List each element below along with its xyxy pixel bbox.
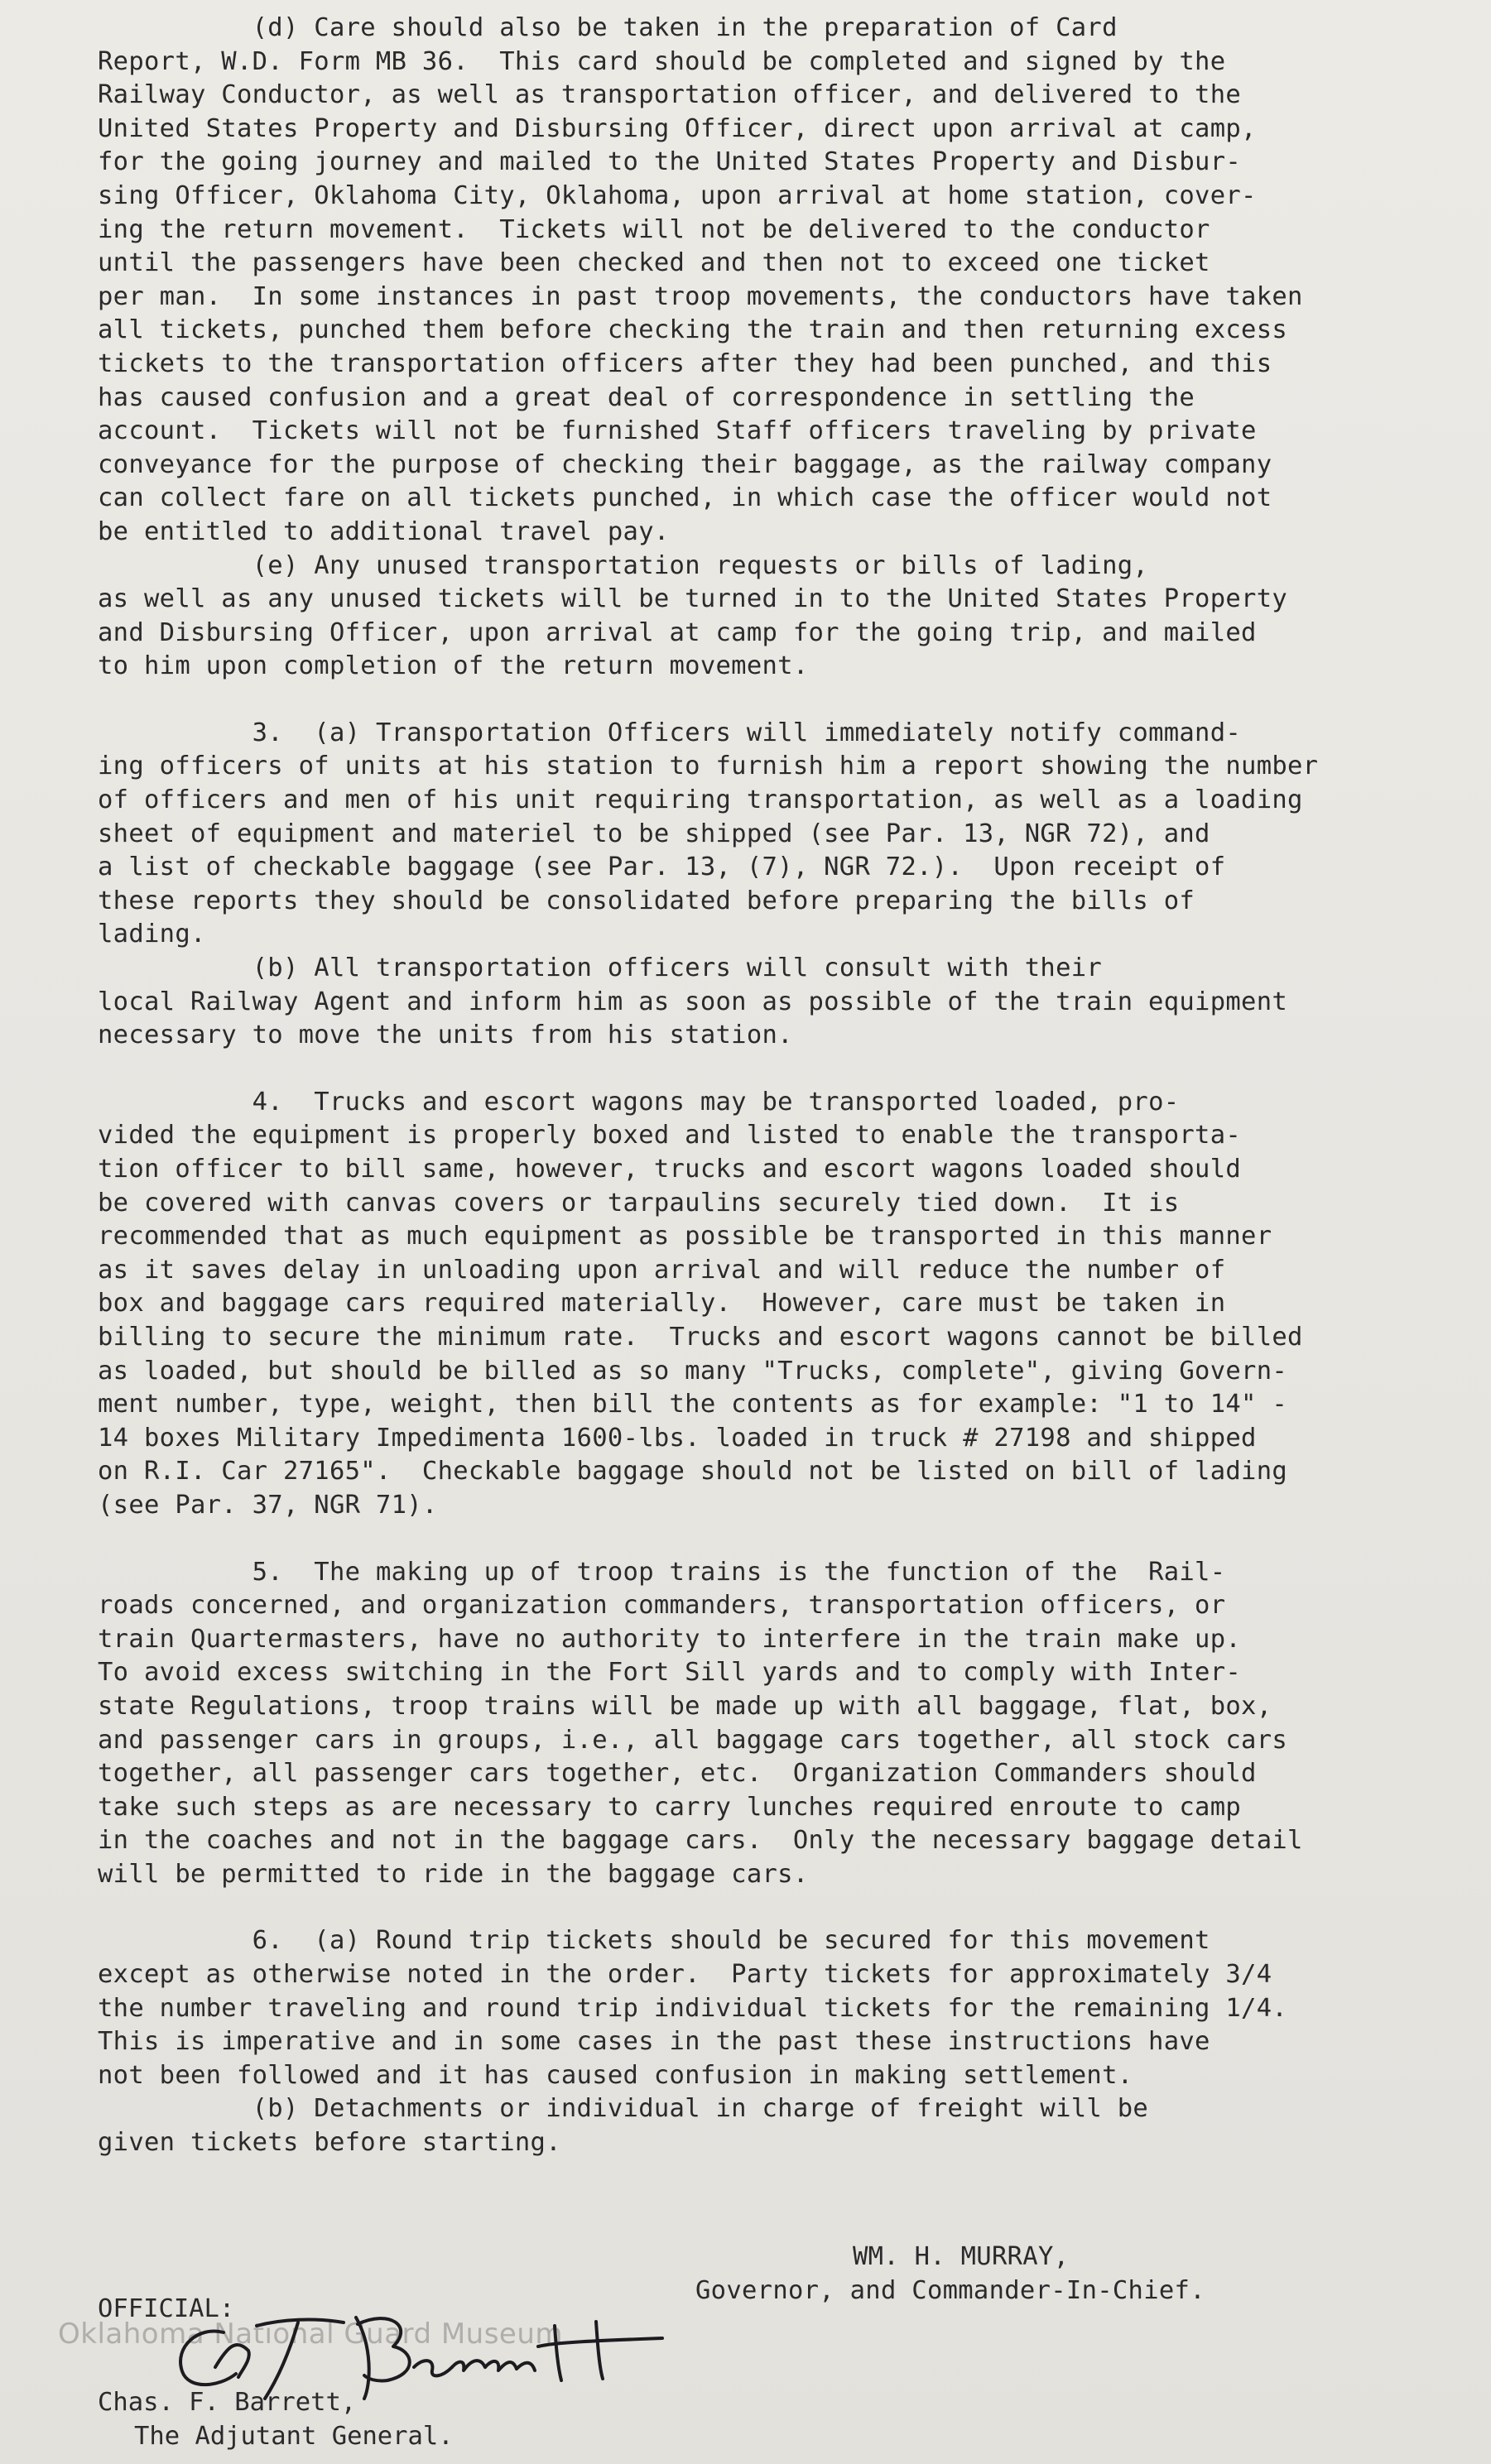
paragraph-3a: 3. (a) Transportation Officers will immediately notify command- ing officers of units at his station to furnish him a report showing the number of officers and men of his unit requiring transportation, as well as a loading sheet of equipment and materiel to be shipped (see Par. 13, NGR 72), and a list of checkable baggage (see Par. 13, (7), NGR 72.). Upon receipt of these reports they should be consolidated before preparing the bills of lading. bbox=[98, 718, 1319, 949]
paragraph-2e: (e) Any unused transportation requests or bills of lading, as well as any unused tickets will be turned in to the United States Property and Disbursing Officer, upon arrival at camp for the going trip, and mailed to him upon completion of the return movement. bbox=[98, 550, 1288, 681]
museum-watermark: Oklahoma National Guard Museum bbox=[58, 2318, 564, 2351]
paragraph-4: 4. Trucks and escort wagons may be transported loaded, pro- vided the equipment is properly boxed and listed to enable the transporta- tion officer to bill same, however, trucks and escort wagons loaded should be covered with canvas covers or tarpaulins securely tied down. It is recommended that as much equipment as possible be transported in this manner as it saves delay in unloading upon arrival and will reduce the number of box and baggage cars required materially. However, care must be taken in billing to secure the minimum rate. Trucks and escort wagons cannot be billed as loaded, but should be billed as so many "Trucks, complete", giving Govern- ment number, type, weight, then bill the contents as for example: "1 to 14" - 14 boxes Military Impedimenta 1600-lbs. loaded in truck # 27198 and shipped on R.I. Car 27165". Checkable baggage should not be listed on bill of lading (see Par. 37, NGR 71). bbox=[98, 1087, 1303, 1520]
governor-title: Governor, and Commander-In-Chief. bbox=[695, 2275, 1205, 2305]
paragraph-6a: 6. (a) Round trip tickets should be secured for this movement except as otherwise noted in the order. Party tickets for approximately 3/4 the number traveling and round trip individual tickets for the remaining 1/4. This is imperative and in some cases in the past these instructions have not been followed and it has caused confusion in making settlement. bbox=[98, 1926, 1288, 2090]
adjutant-title: The Adjutant General. bbox=[134, 2421, 454, 2451]
governor-signature-block bbox=[695, 2241, 1205, 2308]
document-body bbox=[98, 12, 1389, 2160]
adjutant-block bbox=[98, 2386, 454, 2453]
official-label: OFFICIAL: bbox=[98, 2294, 235, 2323]
governor-name: WM. H. MURRAY, bbox=[853, 2242, 1070, 2271]
paragraph-2d: (d) Care should also be taken in the preparation of Card Report, W.D. Form MB 36. This card should be completed and signed by the Railway Conductor, as well as transportation officer, and delivered to the United States Property and Disbursing Officer, direct upon arrival at camp, for the going journey and mailed to the United States Property and Disbur- sing Officer, Oklahoma City, Oklahoma, upon arrival at home station, cover- ing the return movement. Tickets will not be delivered to the conductor until the passengers have been checked and then not to exceed one ticket per man. In some instances in past troop movements, the conductors have taken all tickets, punched them before checking the train and then returning excess tickets to the transportation officers after they had been punched, and this has caused confusion and a great deal of correspondence in settling the account. Tickets will not be furnished Staff officers traveling by private conveyance for the purpose of checking their baggage, as the railway company can collect fare on all tickets punched, in which case the officer would not be entitled to additional travel pay. bbox=[98, 13, 1303, 546]
paragraph-5: 5. The making up of troop trains is the function of the Rail- roads concerned, and organization commanders, transportation officers, or train Quartermasters, have no authority to interfere in the train make up. To avoid excess switching in the Fort Sill yards and to comply with Inter- state Regulations, troop trains will be made up with all baggage, flat, box, and passenger cars in groups, i.e., all baggage cars together, all stock cars together, all passenger cars together, etc. Organization Commanders should take such steps as are necessary to carry lunches required enroute to camp in the coaches and not in the baggage cars. Only the necessary baggage detail will be permitted to ride in the baggage cars. bbox=[98, 1557, 1303, 1889]
paragraph-3b: (b) All transportation officers will consult with their local Railway Agent and inform him as soon as possible of the train equipment necessary to move the units from his station. bbox=[98, 953, 1288, 1050]
adjutant-name: Chas. F. Barrett, bbox=[98, 2388, 357, 2417]
paragraph-6b: (b) Detachments or individual in charge of freight will be given tickets before starting. bbox=[98, 2094, 1149, 2158]
